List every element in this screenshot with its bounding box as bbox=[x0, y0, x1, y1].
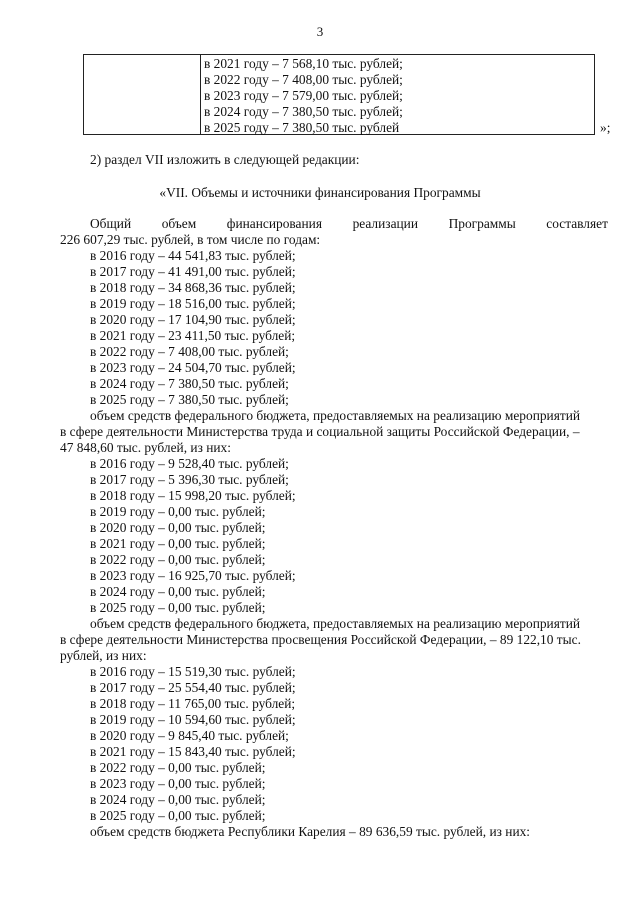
list-item: в 2024 году – 0,00 тыс. рублей; bbox=[90, 584, 266, 599]
list-item: в 2018 году – 34 868,36 тыс. рублей; bbox=[90, 280, 296, 295]
table-divider bbox=[200, 55, 201, 134]
list-item: в 2017 году – 41 491,00 тыс. рублей; bbox=[90, 264, 296, 279]
list-item: в 2018 году – 11 765,00 тыс. рублей; bbox=[90, 696, 296, 711]
section-heading: «VII. Объемы и источники финансирования Программы bbox=[159, 185, 481, 200]
list-item: в 2025 году – 0,00 тыс. рублей; bbox=[90, 600, 266, 615]
list-item: в 2016 году – 9 528,40 тыс. рублей; bbox=[90, 456, 289, 471]
labor-paragraph-line: объем средств федерального бюджета, предоставляемых на реализацию мероприятий bbox=[90, 408, 581, 423]
list-item: в 2019 году – 0,00 тыс. рублей; bbox=[90, 504, 266, 519]
list-item: в 2016 году – 15 519,30 тыс. рублей; bbox=[90, 664, 296, 679]
table-row: в 2024 году – 7 380,50 тыс. рублей; bbox=[204, 104, 403, 119]
table-row: в 2021 году – 7 568,10 тыс. рублей; bbox=[204, 56, 403, 71]
list-item: в 2021 году – 23 411,50 тыс. рублей; bbox=[90, 328, 296, 343]
list-item: в 2017 году – 5 396,30 тыс. рублей; bbox=[90, 472, 289, 487]
table-closing-quote: »; bbox=[600, 120, 611, 135]
list-item: в 2023 году – 16 925,70 тыс. рублей; bbox=[90, 568, 296, 583]
total-intro: Общий объем финансирования реализации Программы составляет bbox=[90, 216, 608, 231]
education-paragraph-line: объем средств федерального бюджета, предоставляемых на реализацию мероприятий bbox=[90, 616, 581, 631]
labor-paragraph-line: 47 848,60 тыс. рублей, из них: bbox=[60, 440, 231, 455]
list-item: в 2020 году – 9 845,40 тыс. рублей; bbox=[90, 728, 289, 743]
page-number: 3 bbox=[316, 24, 324, 39]
labor-paragraph-line: в сфере деятельности Министерства труда и социальной защиты Российской Федерации, – bbox=[60, 424, 580, 439]
list-item: в 2017 году – 25 554,40 тыс. рублей; bbox=[90, 680, 296, 695]
karelia-paragraph-line: объем средств бюджета Республики Карелия – 89 636,59 тыс. рублей, из них: bbox=[90, 824, 531, 839]
table-row: в 2025 году – 7 380,50 тыс. рублей bbox=[204, 120, 400, 135]
list-item: в 2021 году – 0,00 тыс. рублей; bbox=[90, 536, 266, 551]
total-intro-cont: 226 607,29 тыс. рублей, в том числе по годам: bbox=[60, 232, 321, 247]
table-row: в 2023 году – 7 579,00 тыс. рублей; bbox=[204, 88, 403, 103]
list-item: в 2025 году – 0,00 тыс. рублей; bbox=[90, 808, 266, 823]
list-item: в 2018 году – 15 998,20 тыс. рублей; bbox=[90, 488, 296, 503]
funding-table bbox=[83, 54, 595, 135]
list-item: в 2016 году – 44 541,83 тыс. рублей; bbox=[90, 248, 296, 263]
table-row: в 2022 году – 7 408,00 тыс. рублей; bbox=[204, 72, 403, 87]
list-item: в 2024 году – 7 380,50 тыс. рублей; bbox=[90, 376, 289, 391]
list-item: в 2020 году – 17 104,90 тыс. рублей; bbox=[90, 312, 296, 327]
list-item: в 2020 году – 0,00 тыс. рублей; bbox=[90, 520, 266, 535]
list-item: в 2021 году – 15 843,40 тыс. рублей; bbox=[90, 744, 296, 759]
list-item: в 2022 году – 7 408,00 тыс. рублей; bbox=[90, 344, 289, 359]
list-item: в 2022 году – 0,00 тыс. рублей; bbox=[90, 552, 266, 567]
list-item: в 2019 году – 10 594,60 тыс. рублей; bbox=[90, 712, 296, 727]
list-item: в 2023 году – 0,00 тыс. рублей; bbox=[90, 776, 266, 791]
list-item: в 2025 году – 7 380,50 тыс. рублей; bbox=[90, 392, 289, 407]
education-paragraph-line: в сфере деятельности Министерства просвещения Российской Федерации, – 89 122,10 тыс. bbox=[60, 632, 581, 647]
instruction-text: 2) раздел VII изложить в следующей редакции: bbox=[90, 152, 360, 167]
list-item: в 2023 году – 24 504,70 тыс. рублей; bbox=[90, 360, 296, 375]
list-item: в 2022 году – 0,00 тыс. рублей; bbox=[90, 760, 266, 775]
education-paragraph-line: рублей, из них: bbox=[60, 648, 147, 663]
list-item: в 2019 году – 18 516,00 тыс. рублей; bbox=[90, 296, 296, 311]
table-cell bbox=[204, 56, 590, 136]
list-item: в 2024 году – 0,00 тыс. рублей; bbox=[90, 792, 266, 807]
